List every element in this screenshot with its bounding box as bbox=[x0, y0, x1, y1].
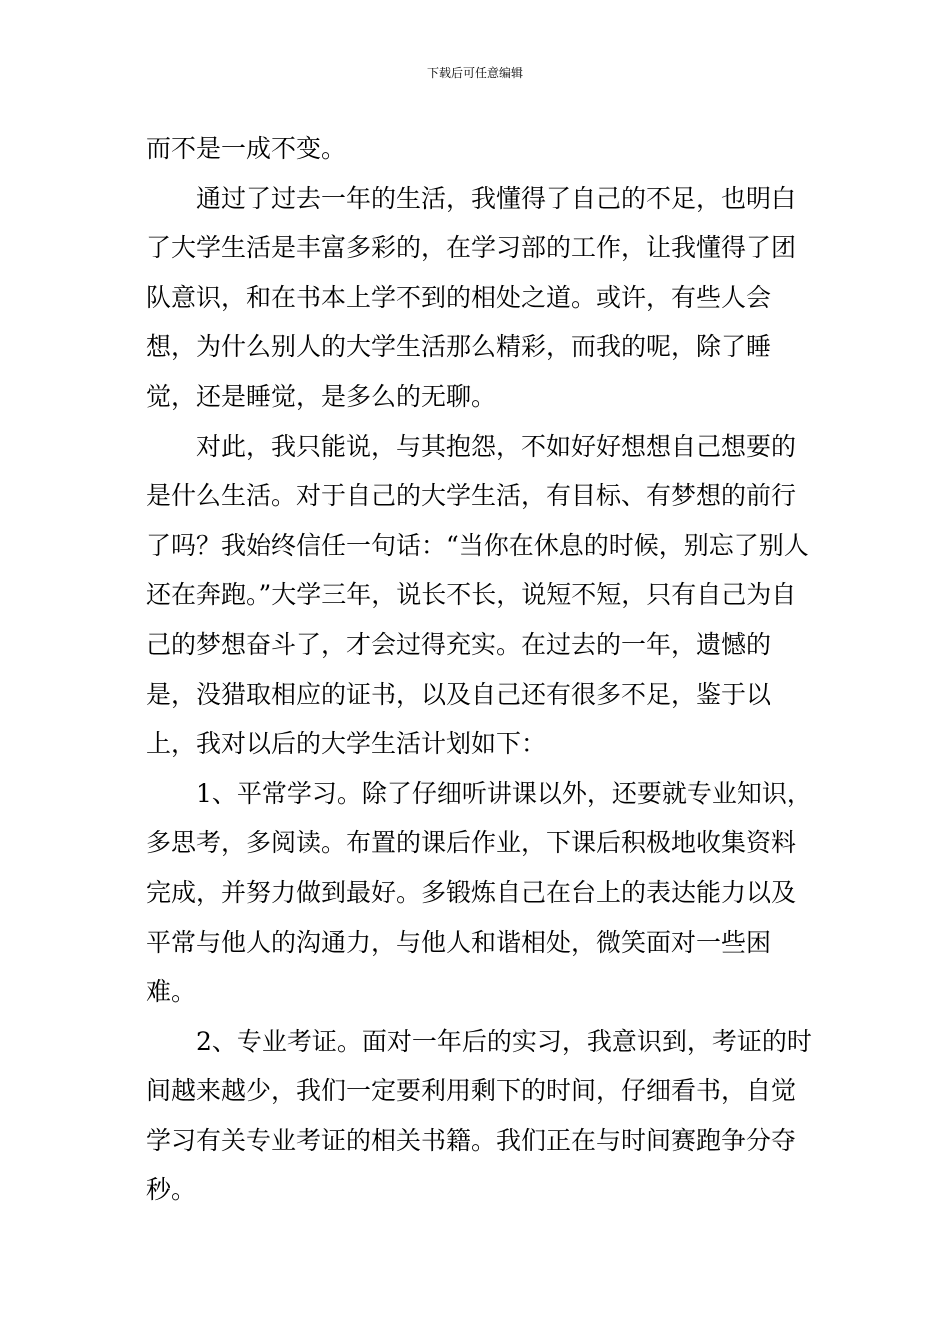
paragraph: 而不是一成不变。 bbox=[146, 134, 347, 163]
paragraph: 1、平常学习。除了仔细听讲课以外，还要就专业知识，多思考，多阅读。布置的课后作业，下课后积极地收集资料完成，并努力做到最好。多锻炼自己在台上的表达能力以及平常与他人的沟通力，与他人和谐相处，微笑面对一些困难。 bbox=[146, 778, 812, 1007]
paragraph: 2、专业考证。面对一年后的实习，我意识到，考证的时间越来越少，我们一定要利用剩下的时间，仔细看书，自觉学习有关专业考证的相关书籍。我们正在与时间赛跑争分夺秒。 bbox=[146, 1026, 812, 1205]
paragraph: 对此，我只能说，与其抱怨，不如好好想想自己想要的是什么生活。对于自己的大学生活，有目标、有梦想的前行了吗？我始终信任一句话：“当你在休息的时候，别忘了别人还在奔跑。”大学三年，说长不长，说短不短，只有自己为自己的梦想奋斗了，才会过得充实。在过去的一年，遗憾的是，没猎取相应的证书，以及自己还有很多不足，鉴于以上，我对以后的大学生活计划如下： bbox=[146, 431, 809, 759]
paragraph: 通过了过去一年的生活，我懂得了自己的不足，也明白了大学生活是丰富多彩的，在学习部的工作，让我懂得了团队意识，和在书本上学不到的相处之道。或许，有些人会想，为什么别人的大学生活那么精彩，而我的呢，除了睡觉，还是睡觉，是多么的无聊。 bbox=[146, 183, 797, 411]
document-body bbox=[146, 124, 812, 1215]
page-header: 下载后可任意编辑 bbox=[426, 66, 523, 80]
